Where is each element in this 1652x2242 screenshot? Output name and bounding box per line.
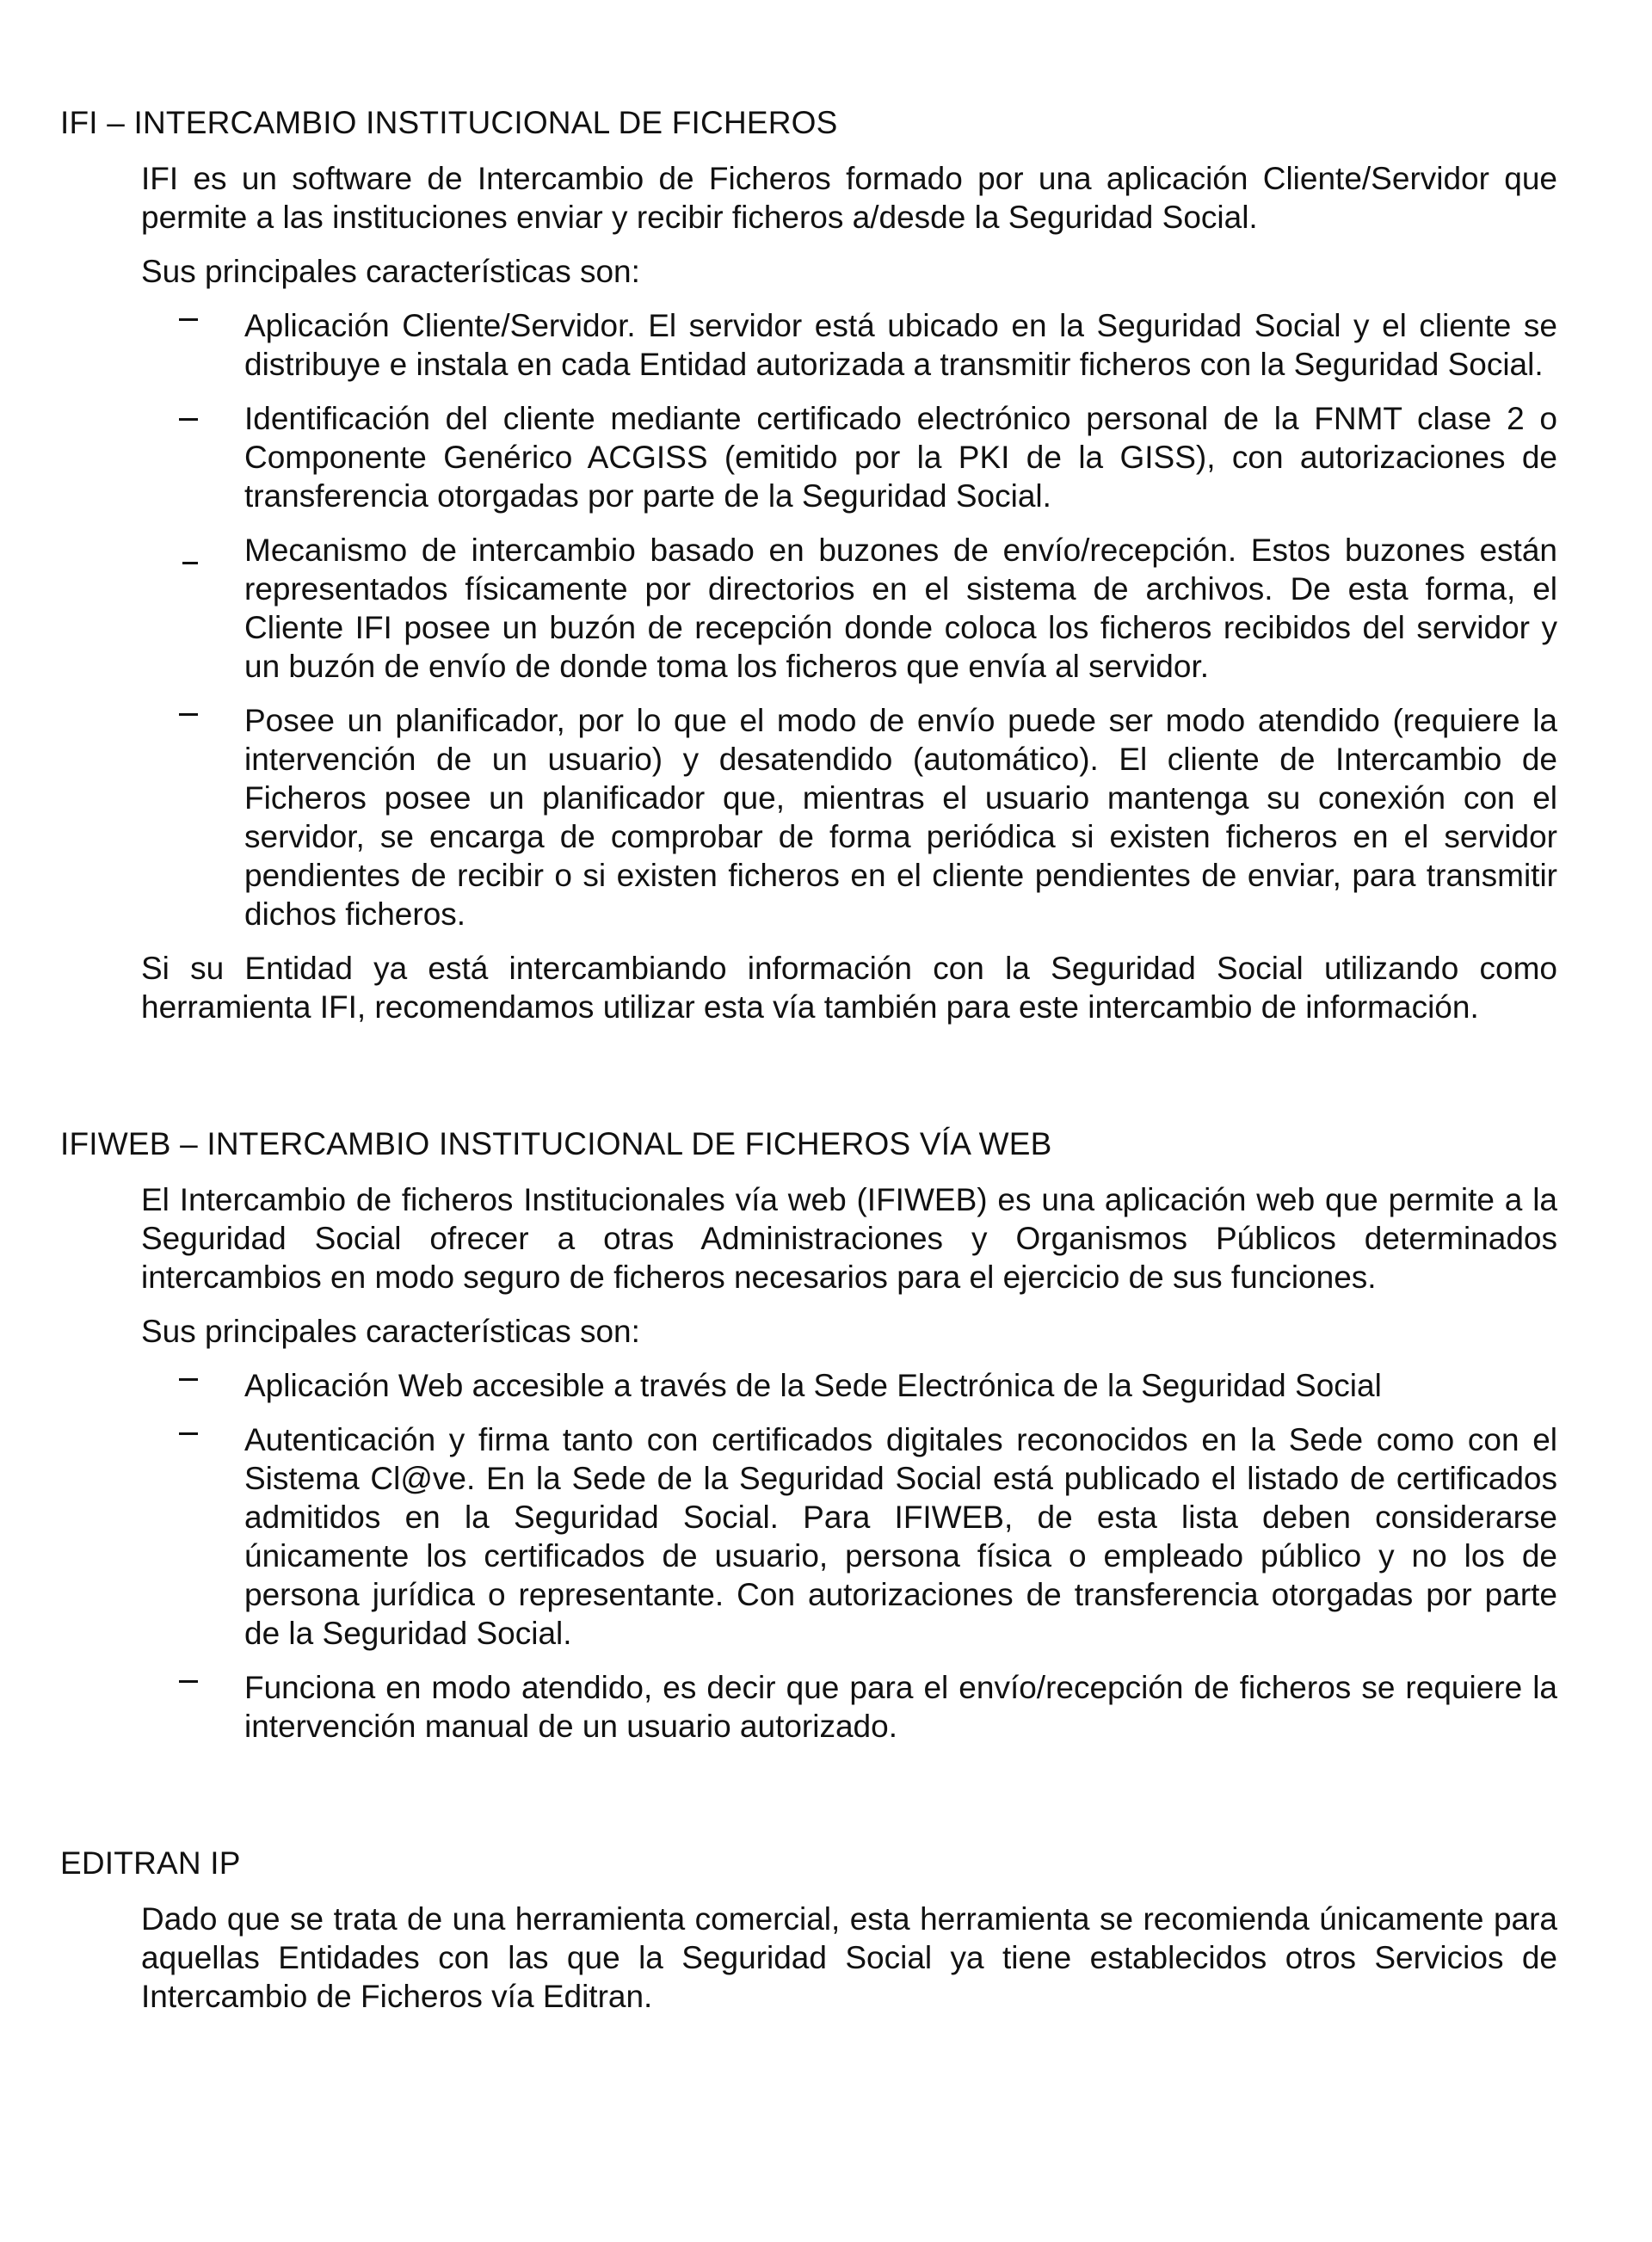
section-ifi — [60, 103, 1557, 1026]
section-title: IFIWEB – INTERCAMBIO INSTITUCIONAL DE FICHEROS VÍA WEB — [60, 1126, 1052, 1161]
document-page — [60, 103, 1557, 2031]
list-item-text: Aplicación Web accesible a través de la Sede Electrónica de la Seguridad Social — [244, 1368, 1382, 1403]
list-item-text: Aplicación Cliente/Servidor. El servidor está ubicado en la Seguridad Social y el cliente se distribuye e instala en cada Entidad autorizada a transmitir ficheros con la Seguridad Social. — [244, 308, 1557, 382]
list-item-text: Autenticación y firma tanto con certificados digitales reconocidos en la Sede como con el Sistema Cl@ve. En la Sede de la Seguridad Social está publicado el listado de certificados admitidos en la Seguridad Social. Para IFIWEB, de esta lista deben considerarse únicamente los certificados de usuario, persona física o empleado público y no los de persona jurídica o representante. Con autorizaciones de transferencia otorgadas por parte de la Seguridad Social. — [244, 1422, 1557, 1651]
dash-bullet-icon — [179, 399, 201, 438]
list-item — [60, 701, 1557, 933]
list-item-text: Mecanismo de intercambio basado en buzones de envío/recepción. Estos buzones están representados físicamente por directorios en el sistema de archivos. De esta forma, el Cliente IFI posee un buzón de recepción donde coloca los ficheros recibidos del servidor y un buzón de envío de donde toma los ficheros que envía al servidor. — [244, 533, 1557, 684]
dash-bullet-icon — [179, 306, 201, 345]
section-intro: IFI es un software de Intercambio de Ficheros formado por una aplicación Cliente/Servidor que permite a las instituciones enviar y recibir ficheros a/desde la Seguridad Social. — [141, 161, 1557, 235]
list-item — [60, 531, 1557, 686]
list-item-text: Identificación del cliente mediante certificado electrónico personal de la FNMT clase 2 o Componente Genérico ACGISS (emitido por la PKI de la GISS), con autorizaciones de transferencia otorgadas por parte de la Seguridad Social. — [244, 401, 1557, 514]
dash-bullet-icon — [179, 701, 201, 740]
list-item — [60, 1366, 1557, 1405]
dash-bullet-icon — [179, 531, 201, 570]
dash-bullet-icon — [179, 1420, 201, 1459]
dash-bullet-icon — [179, 1366, 201, 1405]
section-editran — [60, 1844, 1557, 2016]
features-lead: Sus principales características son: — [141, 254, 640, 289]
list-item — [60, 1420, 1557, 1653]
section-spacer — [60, 1761, 1557, 1844]
section-title: IFI – INTERCAMBIO INSTITUCIONAL DE FICHEROS — [60, 105, 838, 140]
list-item — [60, 1668, 1557, 1746]
list-item — [60, 306, 1557, 384]
section-ifiweb — [60, 1124, 1557, 1746]
features-lead: Sus principales características son: — [141, 1314, 640, 1349]
list-item-text: Posee un planificador, por lo que el modo de envío puede ser modo atendido (requiere la intervención de un usuario) y desatendido (automático). El cliente de Intercambio de Ficheros posee un planificador que, mientras el usuario mantenga su conexión con el servidor, se encarga de comprobar de forma periódica si existen ficheros en el servidor pendientes de recibir o si existen ficheros en el cliente pendientes de enviar, para transmitir dichos ficheros. — [244, 703, 1557, 932]
section-intro: El Intercambio de ficheros Institucionales vía web (IFIWEB) es una aplicación web que permite a la Seguridad Social ofrecer a otras Administraciones y Organismos Públicos determinados intercambios en modo seguro de ficheros necesarios para el ejercicio de sus funciones. — [141, 1182, 1557, 1295]
features-list — [60, 1366, 1557, 1746]
list-item-text: Funciona en modo atendido, es decir que para el envío/recepción de ficheros se requiere la intervención manual de un usuario autorizado. — [244, 1670, 1557, 1744]
list-item — [60, 399, 1557, 515]
dash-bullet-icon — [179, 1668, 201, 1707]
section-closing: Si su Entidad ya está intercambiando información con la Seguridad Social utilizando como herramienta IFI, recomendamos utilizar esta vía también para este intercambio de información. — [141, 951, 1557, 1025]
section-title: EDITRAN IP — [60, 1845, 241, 1881]
features-list — [60, 306, 1557, 933]
section-intro: Dado que se trata de una herramienta comercial, esta herramienta se recomienda únicamente para aquellas Entidades con las que la Seguridad Social ya tiene establecidos otros Servicios de Intercambio de Ficheros vía Editran. — [141, 1901, 1557, 2014]
section-spacer — [60, 1042, 1557, 1124]
